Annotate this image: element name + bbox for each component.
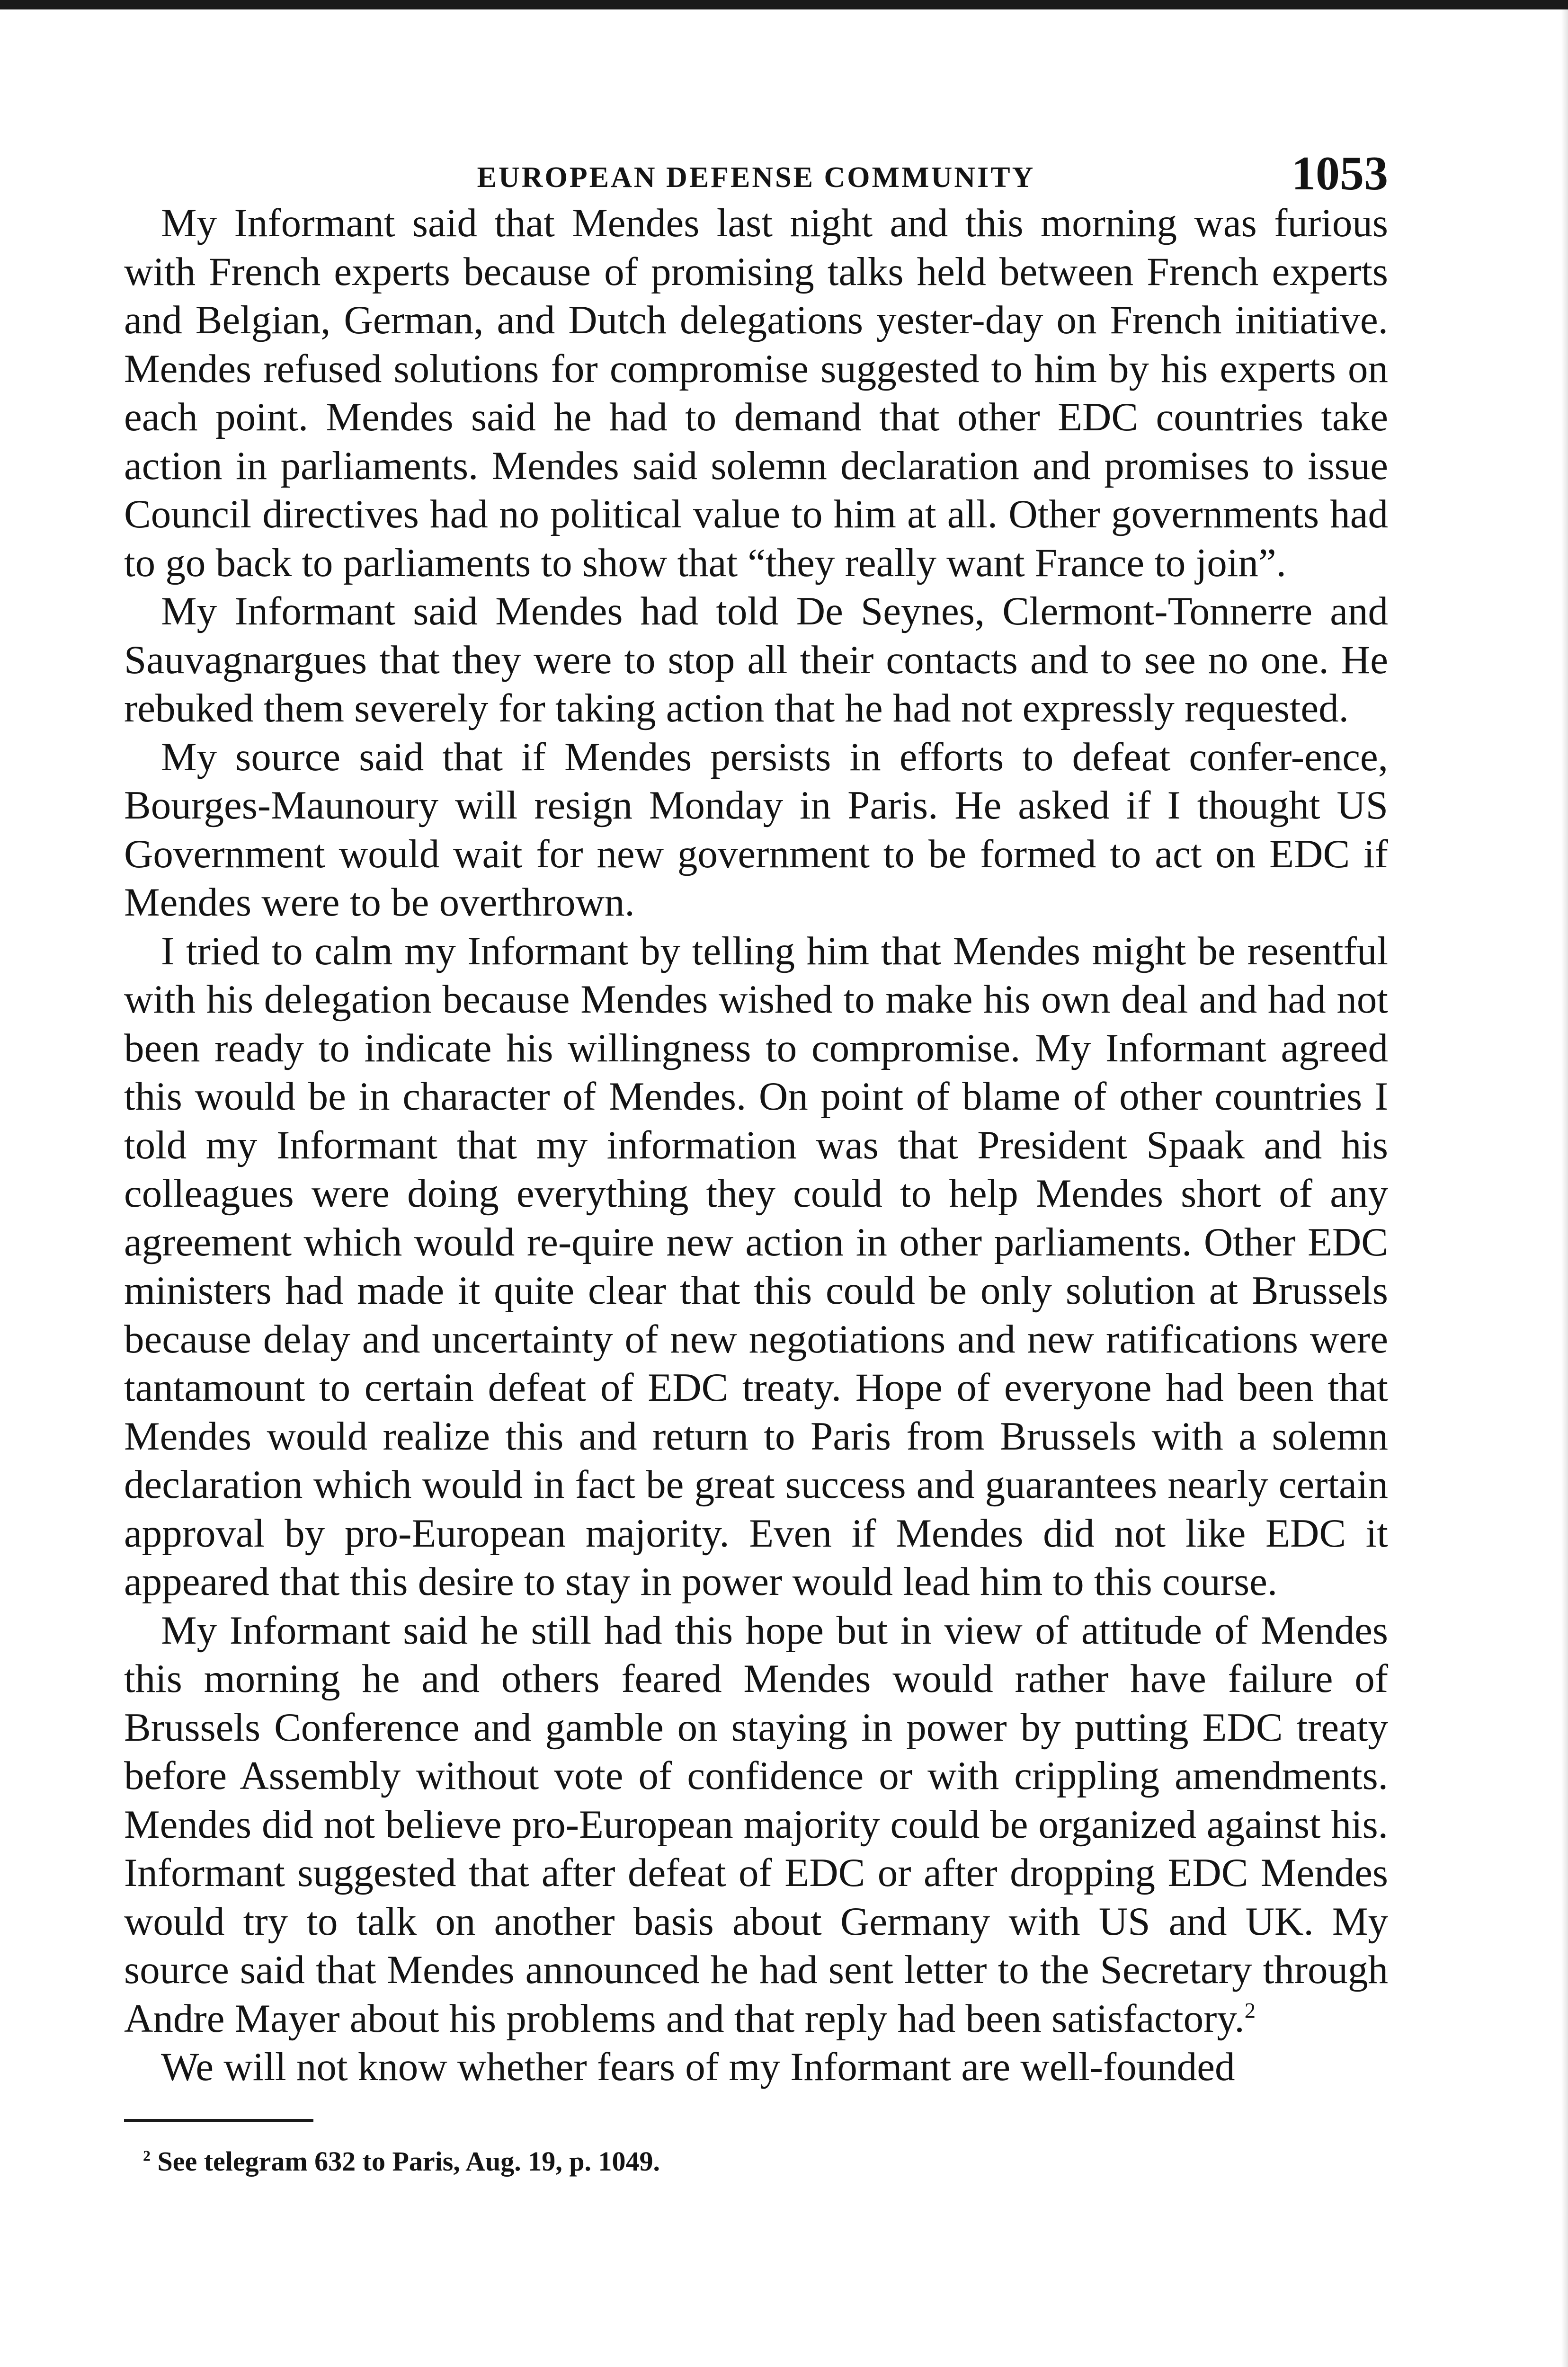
paragraph-5-text: My Informant said he still had this hope but in view of attitude of Mendes this morning he and others feared Mendes would rather have failure of Brussels Conference and gamble on staying in power by putting EDC treaty before Assembly without vote of confidence or with crippling amendments. Mendes did not believe pro-European majority could be organized against his. Informant suggested that after defeat of EDC or after dropping EDC Mendes would try to talk on another basis about Germany with US and UK. My source said that Mendes announced he had sent letter to the Secretary through Andre Mayer about his problems and that reply had been satisfactory. <box>124 1608 1388 2041</box>
paragraph-4: I tried to calm my Informant by telling him that Mendes might be resentful with his delegation because Mendes wished to make his own deal and had not been ready to indicate his willingness to compromise. My Informant agreed this would be in character of Mendes. On point of blame of other countries I told my Informant that my information was that President Spaak and his colleagues were doing everything they could to help Mendes short of any agreement which would re-quire new action in other parliaments. Other EDC ministers had made it quite clear that this could be only solution at Brussels because delay and uncertainty of new negotiations and new ratifications were tantamount to certain defeat of EDC treaty. Hope of everyone had been that Mendes would realize this and return to Paris from Brussels with a solemn declaration which would in fact be great success and guarantees nearly certain approval by pro-European majority. Even if Mendes did not like EDC it appeared that this desire to stay in power would lead him to this course. <box>124 928 1388 1604</box>
footnote <box>124 2145 1388 2177</box>
paragraph-1: My Informant said that Mendes last night and this morning was furious with French experts because of promising talks held between French experts and Belgian, German, and Dutch delegations yester-day on French initiative. Mendes refused solutions for compromise suggested to him by his experts on each point. Mendes said he had to demand that other EDC countries take action in parliaments. Mendes said solemn declaration and promises to issue Council directives had no political value to him at all. Other governments had to go back to parliaments to show that “they really want France to join”. <box>124 201 1388 585</box>
paragraph-6: We will not know whether fears of my Informant are well-founded <box>161 2045 1235 2089</box>
page-top-edge <box>0 0 1568 9</box>
paragraph-5 <box>124 1606 1388 2043</box>
page-right-edge <box>1561 9 1568 2367</box>
running-title: EUROPEAN DEFENSE COMMUNITY <box>477 161 1035 194</box>
footnote-text: See telegram 632 to Paris, Aug. 19, p. 1049. <box>157 2145 660 2177</box>
footnote-divider <box>124 2119 313 2122</box>
page-number: 1053 <box>1292 147 1388 200</box>
footnote-marker: 2 <box>143 2147 151 2164</box>
document-page <box>124 137 1388 2177</box>
paragraph-2: My Informant said Mendes had told De Seynes, Clermont-Tonnerre and Sauvagnargues that they were to stop all their contacts and to see no one. He rebuked them severely for taking action that he had not expressly requested. <box>124 589 1388 730</box>
running-head <box>124 137 1388 199</box>
body-text <box>124 199 1388 2091</box>
paragraph-3: My source said that if Mendes persists in efforts to defeat confer-ence, Bourges-Maunoury will resign Monday in Paris. He asked if I thought US Government would wait for new government to be formed to act on EDC if Mendes were to be overthrown. <box>124 734 1388 925</box>
footnote-reference: 2 <box>1244 1998 1256 2023</box>
